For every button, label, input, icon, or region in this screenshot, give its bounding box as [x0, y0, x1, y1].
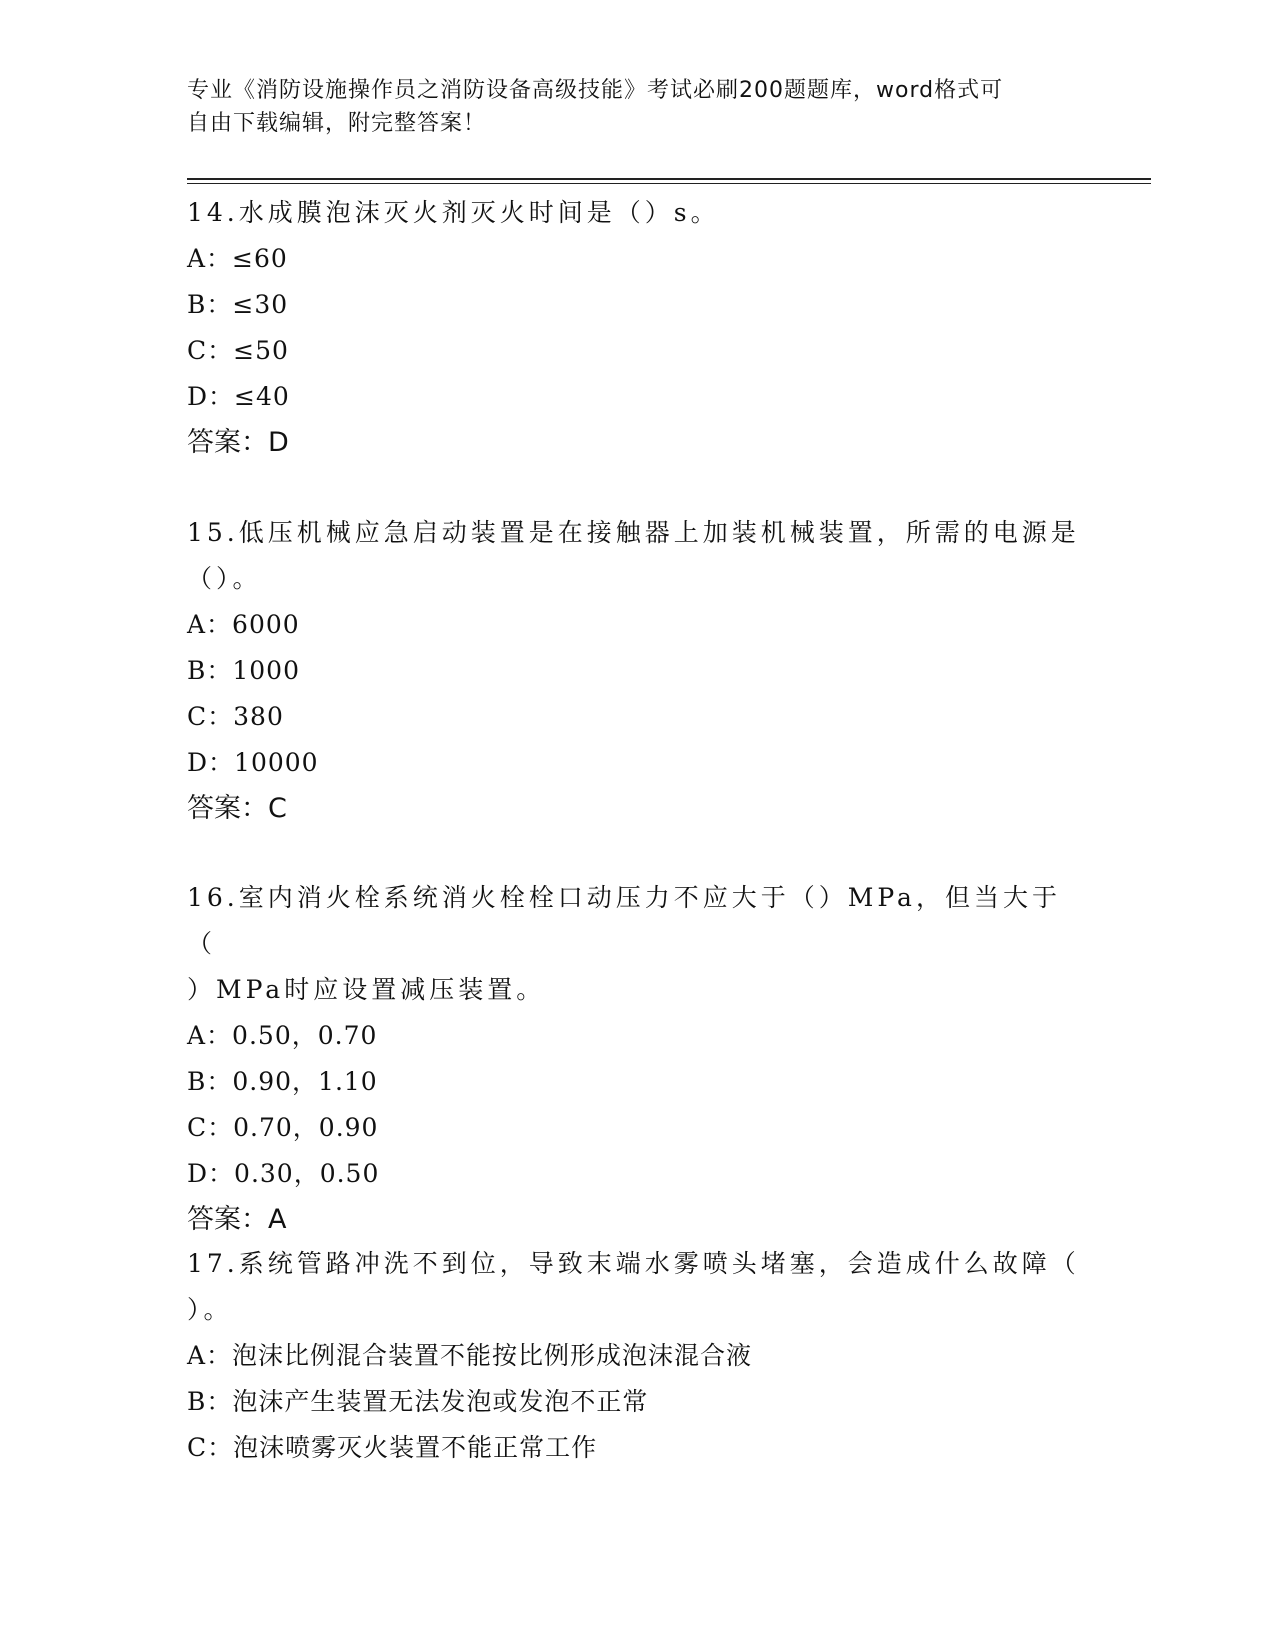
option-c: C：0.70，0.90 — [187, 1113, 379, 1142]
option-c: C：泡沫喷雾灭火装置不能正常工作 — [187, 1433, 598, 1462]
header-divider-thin — [187, 183, 1151, 184]
header-divider-thick — [187, 178, 1151, 180]
answer-line: 答案：C — [187, 793, 287, 824]
option-a: A：0.50，0.70 — [187, 1021, 378, 1050]
document-header — [187, 74, 1067, 140]
option-b: B：≤30 — [187, 290, 289, 319]
header-line-1: 专业《消防设施操作员之消防设备高级技能》考试必刷200题题库，word格式可 — [187, 78, 1004, 103]
question-text: 17.系统管路冲洗不到位，导致末端水雾喷头堵塞，会造成什么故障（ — [187, 1249, 1080, 1278]
option-c: C：≤50 — [187, 336, 289, 365]
question-16 — [187, 875, 1087, 1243]
option-c: C：380 — [187, 702, 284, 731]
option-d: D：0.30，0.50 — [187, 1159, 380, 1188]
option-a: A：≤60 — [187, 244, 288, 273]
question-text: 14.水成膜泡沫灭火剂灭火时间是（）s。 — [187, 198, 720, 227]
option-a: A：6000 — [187, 610, 300, 639]
answer-line: 答案：A — [187, 1204, 287, 1235]
header-line-2: 自由下载编辑，附完整答案！ — [187, 111, 487, 136]
answer-line: 答案：D — [187, 427, 289, 458]
question-17 — [187, 1241, 1087, 1471]
option-b: B：泡沫产生装置无法发泡或发泡不正常 — [187, 1387, 649, 1416]
question-15 — [187, 510, 1087, 832]
question-14 — [187, 190, 1087, 466]
question-text-continued: ）MPa时应设置减压装置。 — [187, 975, 546, 1004]
option-a: A：泡沫比例混合装置不能按比例形成泡沫混合液 — [187, 1341, 753, 1370]
question-text: 16.室内消火栓系统消火栓栓口动压力不应大于（）MPa，但当大于（ — [187, 883, 1061, 958]
question-text-continued: ）。 — [187, 1295, 233, 1324]
option-d: D：≤40 — [187, 382, 290, 411]
option-d: D：10000 — [187, 748, 319, 777]
option-b: B：0.90，1.10 — [187, 1067, 378, 1096]
question-text-continued: （）。 — [187, 564, 262, 593]
option-b: B：1000 — [187, 656, 300, 685]
question-text: 15.低压机械应急启动装置是在接触器上加装机械装置，所需的电源是 — [187, 518, 1080, 547]
